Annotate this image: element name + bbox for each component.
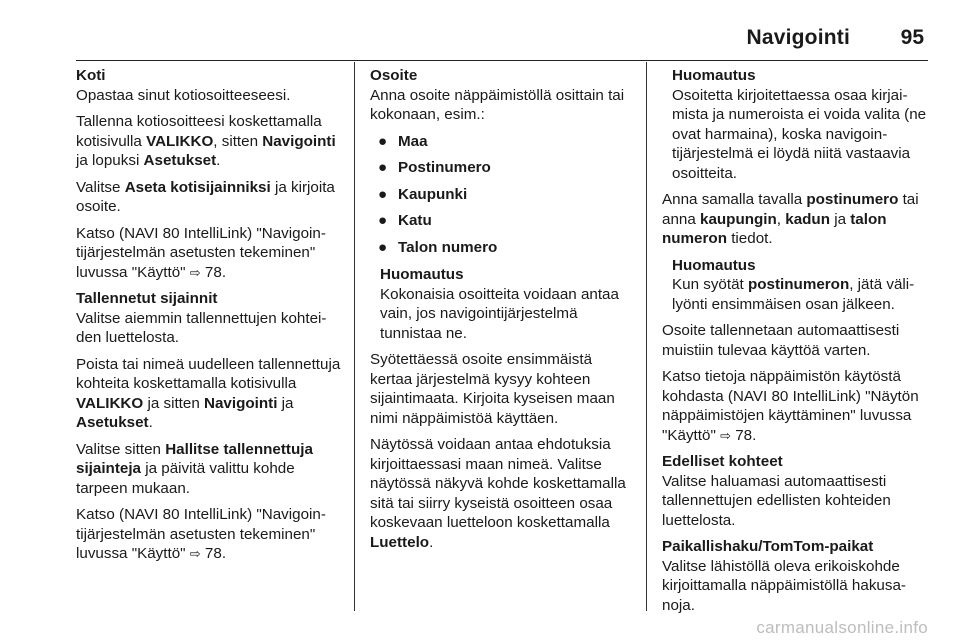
section-local-search	[662, 537, 928, 615]
bullet-icon: ●	[378, 212, 388, 229]
watermark: carmanualsonline.info	[756, 618, 928, 637]
column-2	[370, 66, 636, 559]
list-item: ● Postinumero	[378, 159, 491, 176]
page-header	[0, 26, 960, 56]
list-item: ● Maa	[378, 132, 428, 150]
reference-arrow-icon: ⇨	[720, 427, 731, 443]
paragraph: Osoite tallennetaan automaattisesti muistiin tulevaa käyttöä varten.	[662, 322, 900, 359]
reference-arrow-icon: ⇨	[189, 264, 201, 280]
section-heading: Paikallishaku/TomTom-paikat	[662, 538, 874, 555]
column-divider-1	[354, 62, 355, 611]
column-1	[76, 66, 344, 571]
list-item: ● Katu	[378, 212, 432, 229]
note-box	[370, 265, 636, 343]
section-saved-locations	[76, 289, 344, 348]
section-previous-destinations	[662, 452, 928, 530]
reference-arrow-icon: ⇨	[189, 546, 201, 561]
note-heading: Huomautus	[672, 67, 756, 84]
section-heading: Koti	[76, 67, 106, 84]
paragraph: Valitse aiemmin tallennettujen kohteiden luettelosta.	[76, 309, 327, 346]
note-text: Kun syötät postinumeron, jätä välilyönti ensimmäisen osan jälkeen.	[672, 276, 915, 313]
list-item: ● Kaupunki	[378, 185, 468, 203]
paragraph: Valitse haluamasi automaattisesti tallennettujen edellisten kohteiden luettelosta.	[662, 472, 891, 529]
section-heading: Edelliset kohteet	[662, 453, 783, 470]
list-item: ● Talon numero	[378, 238, 498, 256]
paragraph: Tallenna kotiosoitteesi koskettamalla kotisivulla VALIKKO, sitten Navigointi ja lopuksi Asetukset.	[76, 113, 336, 169]
bullet-icon: ●	[378, 159, 388, 176]
paragraph: Poista tai nimeä uudelleen tallennettuja kohteita koskettamalla kotisivulla VALIKKO ja sitten Navigointi ja Asetukset.	[76, 355, 341, 431]
section-heading: Osoite	[370, 67, 418, 84]
address-field-list	[370, 132, 636, 258]
header-rule	[76, 60, 928, 61]
section-heading: Tallennetut sijainnit	[76, 290, 218, 307]
paragraph: Katso (NAVI 80 IntelliLink) "Navigointijärjestelmän asetusten tekeminen" luvussa "Käyttö" ⇨ 78.	[76, 506, 326, 562]
paragraph: Syötettäessä osoite ensimmäistä kertaa järjestelmä kysyy kohteen sijaintimaata. Kirjoita kyseisen maan nimi näppäimistöä käyttäen.	[370, 351, 615, 427]
section-koti	[76, 66, 344, 105]
paragraph: Valitse Aseta kotisijainniksi ja kirjoita osoite.	[76, 178, 335, 215]
note-box	[662, 66, 928, 183]
note-heading: Huomautus	[380, 266, 464, 283]
column-3	[662, 66, 928, 622]
paragraph: Opastaa sinut kotiosoitteeseesi.	[76, 86, 291, 104]
bullet-icon: ●	[378, 238, 388, 256]
paragraph: Anna samalla tavalla postinumero tai anna kaupungin, kadun ja talon numeron tiedot.	[662, 191, 919, 247]
note-box	[662, 256, 928, 315]
bullet-icon: ●	[378, 185, 388, 203]
paragraph: Anna osoite näppäimistöllä osittain tai kokonaan, esim.:	[370, 86, 625, 123]
paragraph: Katso (NAVI 80 IntelliLink) "Navigointijärjestelmän asetusten tekeminen" luvussa "Käyttö" ⇨ 78.	[76, 224, 326, 281]
paragraph: Valitse lähistöllä oleva erikoiskohde kirjoittamalla näppäimistöllä hakusanoja.	[662, 557, 906, 614]
note-heading: Huomautus	[672, 256, 756, 274]
note-text: Kokonaisia osoitteita voidaan antaa vain, jos navigointijärjestelmä tunnistaa ne.	[380, 285, 619, 342]
note-text: Osoitetta kirjoitettaessa osaa kirjaimista ja numeroista ei voida valita (ne ovat harmaina), koska navigointijärjestelmä ei löydä niitä vastaavia osoitteita.	[672, 86, 927, 182]
bullet-icon: ●	[378, 132, 388, 150]
section-address	[370, 66, 636, 125]
paragraph: Katso tietoja näppäimistön käytöstä kohdasta (NAVI 80 IntelliLink) "Näytön näppäimistöjen käyttäminen" luvussa "Käyttö" ⇨ 78.	[662, 368, 919, 444]
paragraph: Valitse sitten Hallitse tallennettuja sijainteja ja päivitä valittu kohde tarpeen mukaan.	[76, 440, 313, 497]
chapter-title: Navigointi	[746, 26, 850, 49]
column-divider-2	[646, 62, 647, 611]
paragraph: Näytössä voidaan antaa ehdotuksia kirjoittaessasi maan nimeä. Valitse näytössä näkyvä kohde koskettamalla sitä tai siirry kyseistä osoitteen osaa koskevaan luetteloon koskettamalla Luettelo.	[370, 436, 626, 551]
page-number: 95	[900, 26, 924, 49]
